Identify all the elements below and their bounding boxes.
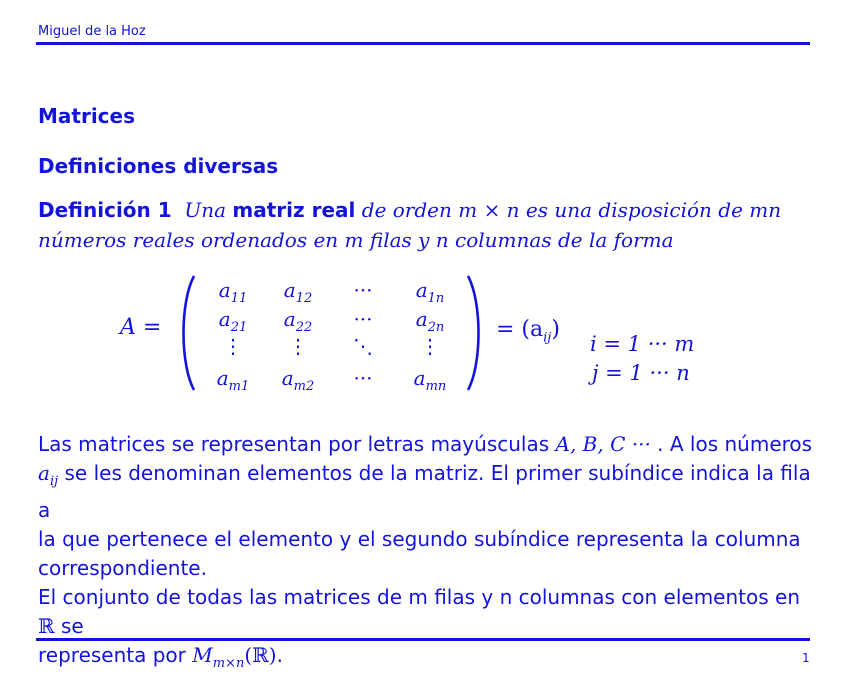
matrix-entry: ⋮: [223, 334, 243, 358]
matrix-entry: $a_{1n}$: [415, 278, 445, 306]
matrix-entry: ···: [353, 307, 373, 331]
header-rule: [36, 42, 810, 45]
definition-text-2: de orden m × n es una disposición de mn: [361, 198, 782, 222]
matrix-entry: $a_{m1}$: [216, 366, 250, 394]
definition-term: matriz real: [232, 198, 356, 222]
matrix-entry: ⋮: [288, 334, 308, 358]
matrix-entry: $a_{2n}$: [415, 307, 445, 335]
subsection-title: Definiciones diversas: [38, 154, 279, 178]
section-title: Matrices: [38, 104, 136, 128]
matrix-entry: $a_{22}$: [283, 307, 313, 335]
matrix-entry: $a_{21}$: [218, 307, 248, 335]
explanation-paragraph: Las matrices se representan por letras mayúsculas A, B, C ··· . A los números $a_{ij}$ se les denominan elementos de la matriz. El primer subíndice indica la fila a la que pertenece el elemento y el segundo subíndice representa la columna correspondiente. El conjunto de todas las matrices de m filas y n columnas con elementos en ℝ se representa por $M_{m\times n}(ℝ)$.: [38, 432, 813, 671]
page-number: 1: [802, 651, 810, 665]
matrix-entry: ···: [353, 366, 373, 390]
matrix-rhs: = $(a_{ij})$: [496, 317, 560, 346]
matrix-entry: $a_{m2}$: [281, 366, 315, 394]
matrix-entry: ⋮: [420, 334, 440, 358]
author-name: Miguel de la Hoz: [38, 24, 146, 39]
definition-block: [38, 195, 812, 255]
definition-text-3: números reales ordenados en m filas y n columnas de la forma: [38, 228, 674, 252]
matrix-entry: ⋱: [353, 334, 373, 358]
matrix-entry: ···: [353, 278, 373, 302]
matrix-entry: $a_{11}$: [218, 278, 248, 306]
right-parenthesis: [464, 272, 486, 394]
index-range-j: j = 1 ··· n: [592, 361, 690, 385]
definition-text-1: Una: [184, 198, 227, 222]
matrix-entry: $a_{mn}$: [413, 366, 447, 394]
left-parenthesis: [176, 272, 198, 394]
matrix-entry: $a_{12}$: [283, 278, 313, 306]
index-range-i: i = 1 ··· m: [590, 332, 695, 356]
definition-label: Definición 1: [38, 198, 172, 222]
matrix-lhs: A =: [120, 315, 162, 340]
footer-rule: [36, 638, 810, 641]
